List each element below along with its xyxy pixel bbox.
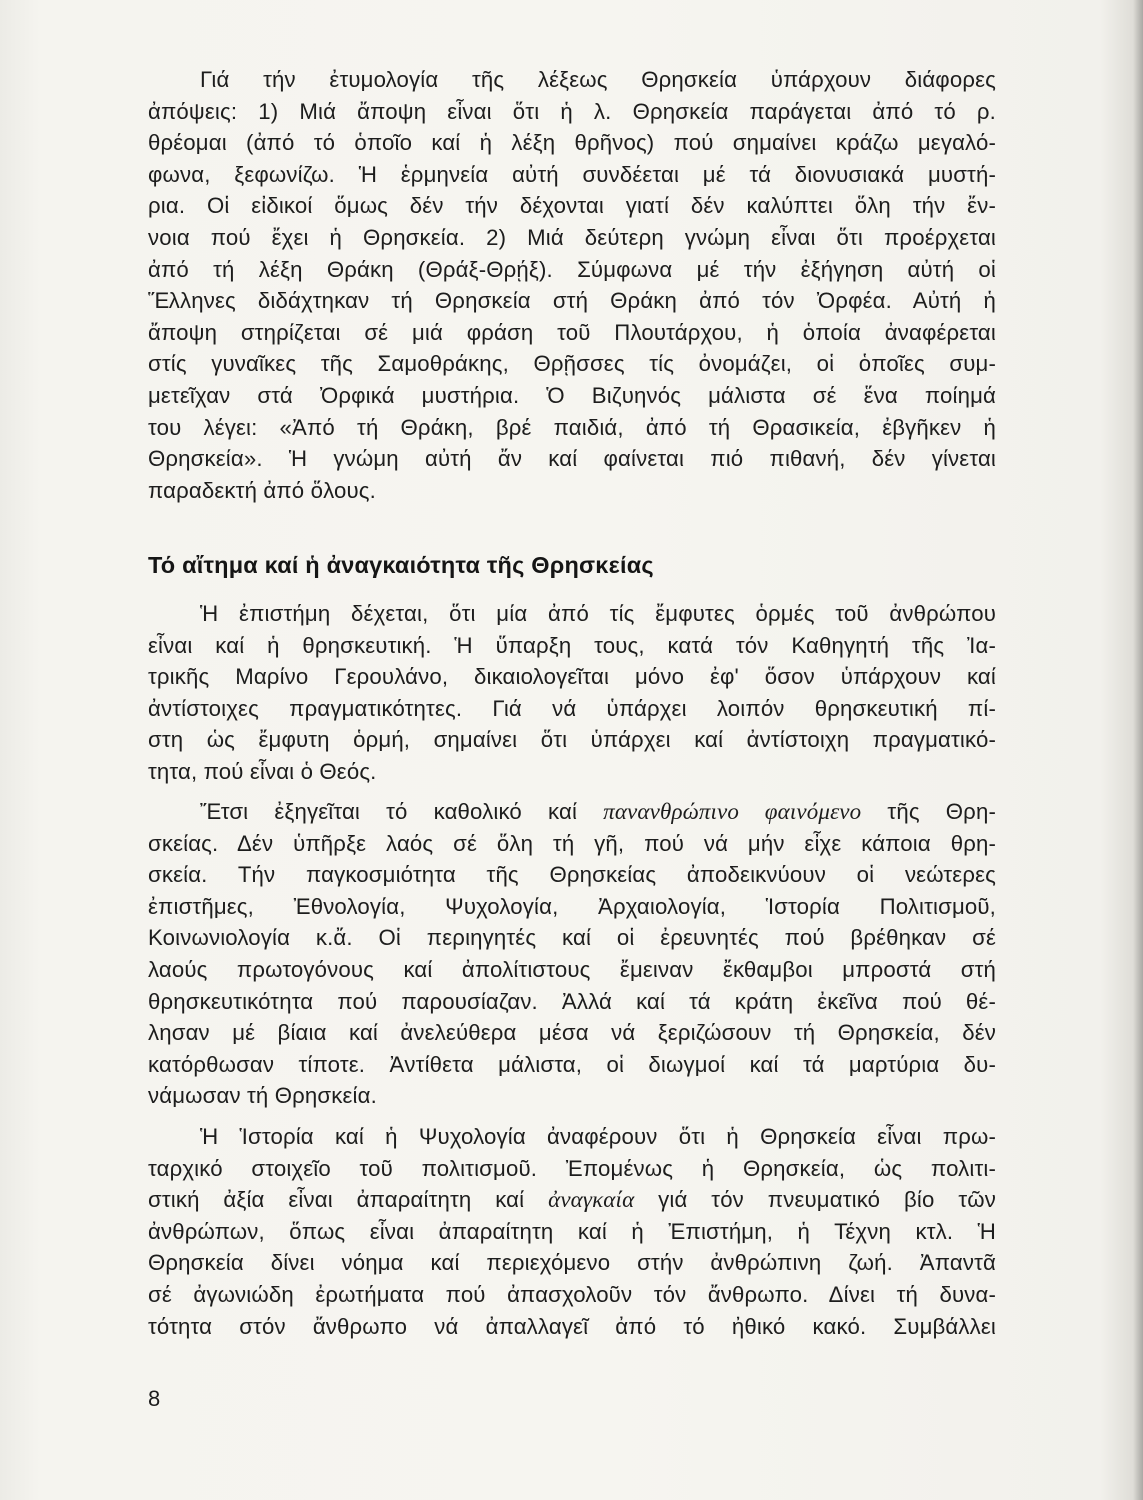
text-line: ἀπόψεις: 1) Μιά ἄποψη εἶναι ὅτι ἡ λ. Θρησκεία παράγεται ἀπό τό ρ. bbox=[148, 98, 996, 124]
text-line: σέ ἀγωνιώδη ἐρωτήματα πού ἀπασχολοῦν τόν ἄνθρωπο. Δίνει τή δυνα- bbox=[148, 1281, 996, 1307]
text-run: γιά τόν πνευματικό βίο τῶν bbox=[658, 1187, 996, 1213]
text-line: σκείας. Δέν ὑπῆρξε λαός σέ ὅλη τή γῆ, πού νά μήν εἶχε κάποια θρη- bbox=[148, 830, 996, 856]
text-line: στη ὡς ἔμφυτη ὁρμή, σημαίνει ὅτι ὑπάρχει καί ἀντίστοιχη πραγματικό- bbox=[148, 727, 996, 753]
text-line: τητα, πού εἶναι ὁ Θεός. bbox=[148, 758, 377, 784]
text-line: κατόρθωσαν τίποτε. Ἀντίθετα μάλιστα, οἱ διωγμοί καί τά μαρτύρια δυ- bbox=[148, 1051, 996, 1077]
text-line: ἀντίστοιχες πραγματικότητες. Γιά νά ὑπάρχει λοιπόν θρησκευτική πί- bbox=[148, 695, 996, 721]
paragraph-innate-drive bbox=[148, 598, 996, 788]
text-line: ἀπό τή λέξη Θράκη (Θράξ-Θρῄξ). Σύμφωνα μέ τήν ἐξήγηση αὐτή οἱ bbox=[148, 256, 996, 282]
text-line: φωνα, ξεφωνίζω. Ἡ ἑρμηνεία αὐτή συνδέεται μέ τά διονυσιακά μυστή- bbox=[148, 161, 996, 187]
text-line: Γιά τήν ἐτυμολογία τῆς λέξεως Θρησκεία ὑπάρχουν διάφορες bbox=[200, 67, 996, 92]
italic-phrase: πανανθρώπινο φαινόμενο bbox=[603, 799, 862, 824]
text-line: σκεία. Τήν παγκοσμιότητα τῆς Θρησκείας ἀποδεικνύουν οἱ νεώτερες bbox=[148, 862, 996, 888]
text-line: του λέγει: «Ἀπό τή Θράκη, βρέ παιδιά, ἀπό τή Θρασικεία, ἐβγῆκεν ἡ bbox=[148, 414, 996, 440]
paragraph-etymology bbox=[148, 64, 996, 506]
page-edge-shadow bbox=[1133, 0, 1143, 1500]
text-line: Ἡ ἐπιστήμη δέχεται, ὅτι μία ἀπό τίς ἔμφυτες ὁρμές τοῦ ἀνθρώπου bbox=[200, 601, 996, 626]
text-line: ἐπιστῆμες, Ἐθνολογία, Ψυχολογία, Ἀρχαιολογία, Ἱστορία Πολιτισμοῦ, bbox=[148, 893, 996, 919]
text-line: παραδεκτή ἀπό ὅλους. bbox=[148, 477, 376, 503]
text-run: στική ἀξία εἶναι ἀπαραίτητη καί bbox=[148, 1187, 525, 1213]
text-line: Κοινωνιολογία κ.ἄ. Οἱ περιηγητές καί οἱ ἐρευνητές πού βρέθηκαν σέ bbox=[148, 925, 996, 951]
text-line: Ἡ Ἱστορία καί ἡ Ψυχολογία ἀναφέρουν ὅτι ἡ Θρησκεία εἶναι πρω- bbox=[200, 1124, 996, 1149]
text-line: θρησκευτικότητα πού παρουσίαζαν. Ἀλλά καί τά κράτη ἐκεῖνα πού θέ- bbox=[148, 988, 996, 1014]
text-line: Θρησκεία δίνει νόημα καί περιεχόμενο στήν ἀνθρώπινη ζωή. Ἀπαντᾶ bbox=[148, 1250, 996, 1276]
text-run: Ἔτσι ἐξηγεῖται τό καθολικό καί bbox=[200, 799, 578, 824]
text-line: Θρησκεία». Ἡ γνώμη αὐτή ἄν καί φαίνεται πιό πιθανή, δέν γίνεται bbox=[148, 446, 996, 472]
text-line: ἀνθρώπων, ὅπως εἶναι ἀπαραίτητη καί ἡ Ἐπιστήμη, ἡ Τέχνη κτλ. Ἡ bbox=[148, 1218, 996, 1244]
italic-phrase: ἀναγκαία bbox=[548, 1187, 635, 1213]
text-run: τῆς Θρη- bbox=[887, 799, 996, 824]
text-line: νάμωσαν τή Θρησκεία. bbox=[148, 1083, 377, 1109]
page-number: 8 bbox=[148, 1386, 161, 1411]
text-line: τότητα στόν ἄνθρωπο νά ἀπαλλαγεῖ ἀπό τό ἠθικό κακό. Συμβάλλει bbox=[148, 1313, 996, 1339]
text-line: στίς γυναῖκες τῆς Σαμοθράκης, Θρῇσσες τίς ὀνομάζει, οἱ ὁποῖες συμ- bbox=[148, 351, 996, 377]
text-line: τρικῆς Μαρίνο Γερουλάνο, δικαιολογεῖται μόνο ἐφ' ὅσον ὑπάρχουν καί bbox=[148, 664, 996, 690]
paragraph-history-psychology bbox=[148, 1121, 996, 1342]
text-line: εἶναι καί ἡ θρησκευτική. Ἡ ὕπαρξη τους, κατά τόν Καθηγητή τῆς Ἰα- bbox=[148, 632, 996, 658]
text-line: λησαν μέ βίαια καί ἀνελεύθερα μέσα νά ξεριζώσουν τή Θρησκεία, δέν bbox=[148, 1020, 996, 1046]
text-line: ἄποψη στηρίζεται σέ μιά φράση τοῦ Πλουτάρχου, ἡ ὁποία ἀναφέρεται bbox=[148, 319, 996, 345]
text-line: θρέομαι (ἀπό τό ὁποῖο καί ἡ λέξη θρῆνος) πού σημαίνει κράζω μεγαλό- bbox=[148, 130, 996, 156]
text-line: λαούς πρωτογόνους καί ἀπολίτιστους ἔμειναν ἔκθαμβοι μπροστά στή bbox=[148, 956, 996, 982]
text-line bbox=[148, 1184, 996, 1216]
text-line: Ἕλληνες διδάχτηκαν τή Θρησκεία στή Θράκη ἀπό τόν Ὀρφέα. Αὐτή ἡ bbox=[148, 288, 996, 314]
section-heading: Τό αἴτημα καί ἡ ἀναγκαιότητα τῆς Θρησκείας bbox=[148, 552, 654, 578]
text-line: ταρχικό στοιχεῖο τοῦ πολιτισμοῦ. Ἐπομένως ἡ Θρησκεία, ὡς πολιτι- bbox=[148, 1155, 996, 1181]
text-line: μετεῖχαν στά Ὀρφικά μυστήρια. Ὁ Βιζυηνός μάλιστα σέ ἕνα ποίημά bbox=[148, 382, 996, 408]
text-line: νοια πού ἔχει ἡ Θρησκεία. 2) Μιά δεύτερη γνώμη εἶναι ὅτι προέρχεται bbox=[148, 224, 996, 250]
text-line: ρια. Οἱ εἰδικοί ὅμως δέν τήν δέχονται γιατί δέν καλύπτει ὅλη τήν ἔν- bbox=[148, 193, 996, 219]
text-line bbox=[148, 796, 996, 828]
paragraph-universality bbox=[148, 796, 996, 1112]
